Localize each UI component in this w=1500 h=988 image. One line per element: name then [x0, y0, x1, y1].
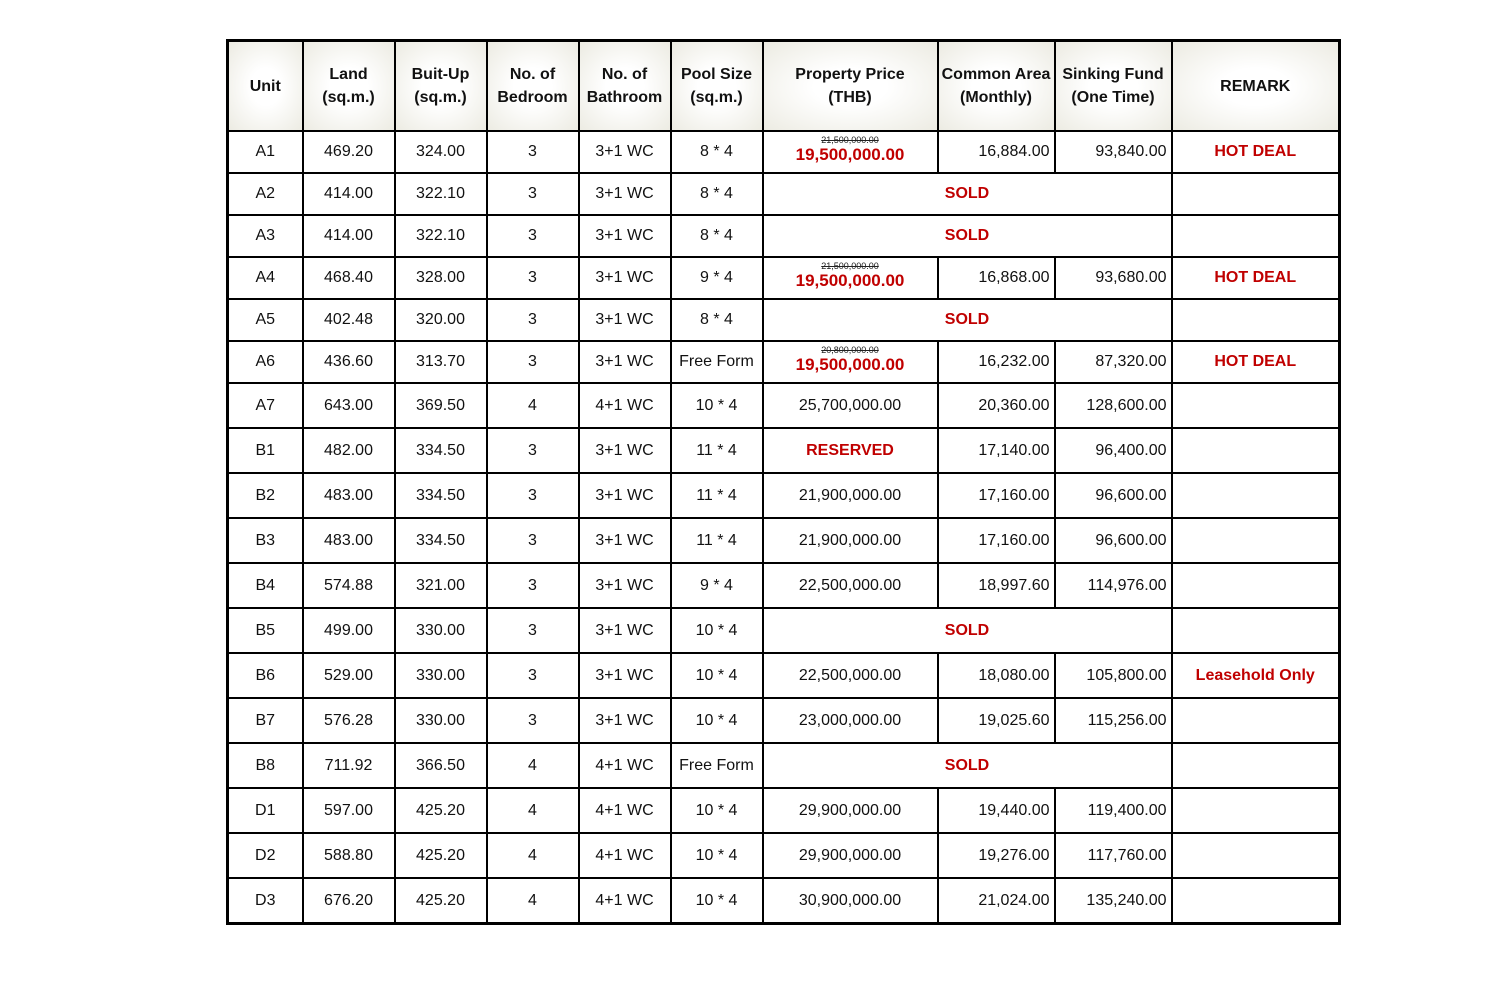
cell-property-price: 23,000,000.00	[763, 698, 938, 743]
cell-unit: B1	[228, 428, 303, 473]
cell-remark	[1172, 698, 1340, 743]
cell-sinking-fund: 128,600.00	[1055, 383, 1172, 428]
cell-bathroom: 4+1 WC	[579, 833, 671, 878]
cell-bathroom: 4+1 WC	[579, 788, 671, 833]
cell-built-up: 322.10	[395, 215, 487, 257]
cell-property-price: 21,900,000.00	[763, 518, 938, 563]
cell-remark: HOT DEAL	[1172, 257, 1340, 299]
cell-property-price: 30,900,000.00	[763, 878, 938, 924]
cell-sinking-fund: 114,976.00	[1055, 563, 1172, 608]
cell-bedroom: 3	[487, 299, 579, 341]
header-unit: Unit	[228, 41, 303, 132]
cell-bedroom: 4	[487, 383, 579, 428]
table-row	[228, 698, 1340, 743]
cell-common-area: 21,024.00	[938, 878, 1055, 924]
cell-unit: A4	[228, 257, 303, 299]
cell-pool-size: 10 * 4	[671, 878, 763, 924]
cell-bathroom: 4+1 WC	[579, 383, 671, 428]
old-price: 20,800,000.00	[821, 345, 879, 355]
cell-bathroom: 3+1 WC	[579, 215, 671, 257]
cell-sold-status: SOLD	[763, 215, 1172, 257]
cell-bedroom: 4	[487, 743, 579, 788]
cell-bathroom: 3+1 WC	[579, 173, 671, 215]
table-row	[228, 257, 1340, 299]
cell-built-up: 330.00	[395, 653, 487, 698]
header-row	[228, 41, 1340, 132]
cell-pool-size: 8 * 4	[671, 299, 763, 341]
cell-property-price	[763, 341, 938, 383]
header-land: Land (sq.m.)	[303, 41, 395, 132]
cell-pool-size: 11 * 4	[671, 473, 763, 518]
cell-pool-size: 11 * 4	[671, 428, 763, 473]
cell-unit: D2	[228, 833, 303, 878]
cell-bathroom: 3+1 WC	[579, 428, 671, 473]
discounted-price: 19,500,000.00	[795, 145, 905, 164]
cell-property-price	[763, 131, 938, 173]
cell-bedroom: 3	[487, 428, 579, 473]
cell-bedroom: 4	[487, 878, 579, 924]
cell-bedroom: 3	[487, 473, 579, 518]
cell-property-price: 22,500,000.00	[763, 653, 938, 698]
cell-unit: D3	[228, 878, 303, 924]
cell-property-price	[763, 257, 938, 299]
header-bathroom: No. of Bathroom	[579, 41, 671, 132]
cell-bedroom: 3	[487, 131, 579, 173]
cell-built-up: 313.70	[395, 341, 487, 383]
header-sinking-fund: Sinking Fund (One Time)	[1055, 41, 1172, 132]
table-row	[228, 383, 1340, 428]
cell-sinking-fund: 115,256.00	[1055, 698, 1172, 743]
cell-land: 597.00	[303, 788, 395, 833]
cell-built-up: 320.00	[395, 299, 487, 341]
cell-common-area: 19,440.00	[938, 788, 1055, 833]
cell-unit: B2	[228, 473, 303, 518]
cell-remark	[1172, 833, 1340, 878]
cell-common-area: 17,140.00	[938, 428, 1055, 473]
table-row	[228, 833, 1340, 878]
cell-common-area: 16,232.00	[938, 341, 1055, 383]
cell-remark	[1172, 518, 1340, 563]
cell-property-price: 25,700,000.00	[763, 383, 938, 428]
cell-sinking-fund: 87,320.00	[1055, 341, 1172, 383]
property-price-table	[226, 39, 1341, 925]
cell-bathroom: 3+1 WC	[579, 341, 671, 383]
table-row	[228, 341, 1340, 383]
cell-land: 676.20	[303, 878, 395, 924]
table-row	[228, 878, 1340, 924]
cell-bathroom: 4+1 WC	[579, 878, 671, 924]
cell-unit: A3	[228, 215, 303, 257]
cell-bathroom: 3+1 WC	[579, 257, 671, 299]
cell-bathroom: 3+1 WC	[579, 608, 671, 653]
cell-pool-size: 9 * 4	[671, 257, 763, 299]
cell-pool-size: 10 * 4	[671, 608, 763, 653]
cell-bedroom: 3	[487, 518, 579, 563]
cell-built-up: 425.20	[395, 788, 487, 833]
cell-bedroom: 4	[487, 788, 579, 833]
cell-unit: B8	[228, 743, 303, 788]
cell-remark	[1172, 878, 1340, 924]
cell-unit: B7	[228, 698, 303, 743]
cell-unit: A6	[228, 341, 303, 383]
table-row	[228, 131, 1340, 173]
cell-land: 468.40	[303, 257, 395, 299]
cell-remark	[1172, 563, 1340, 608]
cell-land: 588.80	[303, 833, 395, 878]
cell-bedroom: 4	[487, 833, 579, 878]
cell-common-area: 17,160.00	[938, 473, 1055, 518]
table-body	[228, 131, 1340, 924]
table-row	[228, 743, 1340, 788]
cell-built-up: 425.20	[395, 878, 487, 924]
cell-sinking-fund: 135,240.00	[1055, 878, 1172, 924]
cell-unit: B3	[228, 518, 303, 563]
cell-unit: B6	[228, 653, 303, 698]
old-price: 21,500,000.00	[821, 135, 879, 145]
cell-built-up: 330.00	[395, 608, 487, 653]
cell-built-up: 334.50	[395, 473, 487, 518]
old-price: 21,500,000.00	[821, 261, 879, 271]
cell-remark	[1172, 428, 1340, 473]
table-row	[228, 518, 1340, 563]
cell-common-area: 18,080.00	[938, 653, 1055, 698]
cell-property-price-status: RESERVED	[763, 428, 938, 473]
cell-common-area: 17,160.00	[938, 518, 1055, 563]
cell-sinking-fund: 93,680.00	[1055, 257, 1172, 299]
cell-common-area: 18,997.60	[938, 563, 1055, 608]
cell-remark	[1172, 788, 1340, 833]
header-common-area: Common Area (Monthly)	[938, 41, 1055, 132]
cell-bedroom: 3	[487, 698, 579, 743]
cell-sinking-fund: 96,600.00	[1055, 518, 1172, 563]
cell-property-price: 29,900,000.00	[763, 833, 938, 878]
header-remark: REMARK	[1172, 41, 1340, 132]
cell-remark	[1172, 473, 1340, 518]
cell-property-price: 29,900,000.00	[763, 788, 938, 833]
cell-built-up: 425.20	[395, 833, 487, 878]
cell-bathroom: 3+1 WC	[579, 299, 671, 341]
cell-built-up: 328.00	[395, 257, 487, 299]
cell-unit: A5	[228, 299, 303, 341]
table-row	[228, 299, 1340, 341]
cell-unit: A1	[228, 131, 303, 173]
cell-land: 576.28	[303, 698, 395, 743]
cell-common-area: 19,025.60	[938, 698, 1055, 743]
cell-common-area: 16,868.00	[938, 257, 1055, 299]
cell-sold-status: SOLD	[763, 608, 1172, 653]
cell-common-area: 16,884.00	[938, 131, 1055, 173]
cell-bedroom: 3	[487, 653, 579, 698]
discounted-price: 19,500,000.00	[795, 355, 905, 374]
cell-pool-size: 10 * 4	[671, 383, 763, 428]
header-property-price: Property Price (THB)	[763, 41, 938, 132]
cell-bedroom: 3	[487, 341, 579, 383]
cell-common-area: 20,360.00	[938, 383, 1055, 428]
cell-built-up: 321.00	[395, 563, 487, 608]
cell-sinking-fund: 93,840.00	[1055, 131, 1172, 173]
cell-sinking-fund: 117,760.00	[1055, 833, 1172, 878]
cell-unit: B4	[228, 563, 303, 608]
cell-pool-size: 9 * 4	[671, 563, 763, 608]
cell-pool-size: 8 * 4	[671, 131, 763, 173]
cell-bedroom: 3	[487, 173, 579, 215]
cell-unit: D1	[228, 788, 303, 833]
cell-sold-status: SOLD	[763, 299, 1172, 341]
cell-sold-status: SOLD	[763, 173, 1172, 215]
cell-built-up: 322.10	[395, 173, 487, 215]
cell-bedroom: 3	[487, 608, 579, 653]
cell-common-area: 19,276.00	[938, 833, 1055, 878]
cell-pool-size: 8 * 4	[671, 173, 763, 215]
table-row	[228, 653, 1340, 698]
cell-built-up: 369.50	[395, 383, 487, 428]
cell-unit: A2	[228, 173, 303, 215]
cell-property-price: 22,500,000.00	[763, 563, 938, 608]
cell-bathroom: 3+1 WC	[579, 473, 671, 518]
cell-land: 574.88	[303, 563, 395, 608]
cell-land: 483.00	[303, 518, 395, 563]
cell-sold-status: SOLD	[763, 743, 1172, 788]
cell-remark	[1172, 173, 1340, 215]
cell-built-up: 366.50	[395, 743, 487, 788]
cell-land: 414.00	[303, 173, 395, 215]
header-bedroom: No. of Bedroom	[487, 41, 579, 132]
table-row	[228, 215, 1340, 257]
cell-land: 529.00	[303, 653, 395, 698]
cell-pool-size: Free Form	[671, 743, 763, 788]
cell-pool-size: Free Form	[671, 341, 763, 383]
table-row	[228, 608, 1340, 653]
discounted-price: 19,500,000.00	[795, 271, 905, 290]
cell-bathroom: 3+1 WC	[579, 563, 671, 608]
cell-sinking-fund: 119,400.00	[1055, 788, 1172, 833]
cell-bathroom: 3+1 WC	[579, 698, 671, 743]
cell-built-up: 334.50	[395, 428, 487, 473]
cell-remark	[1172, 215, 1340, 257]
cell-sinking-fund: 96,400.00	[1055, 428, 1172, 473]
cell-bedroom: 3	[487, 563, 579, 608]
cell-remark: HOT DEAL	[1172, 131, 1340, 173]
cell-unit: B5	[228, 608, 303, 653]
cell-land: 482.00	[303, 428, 395, 473]
cell-pool-size: 10 * 4	[671, 698, 763, 743]
cell-land: 402.48	[303, 299, 395, 341]
property-price-table-container	[226, 39, 1338, 925]
cell-property-price: 21,900,000.00	[763, 473, 938, 518]
cell-land: 483.00	[303, 473, 395, 518]
cell-pool-size: 10 * 4	[671, 653, 763, 698]
cell-bathroom: 4+1 WC	[579, 743, 671, 788]
cell-bathroom: 3+1 WC	[579, 518, 671, 563]
cell-remark	[1172, 299, 1340, 341]
table-row	[228, 173, 1340, 215]
cell-land: 643.00	[303, 383, 395, 428]
header-built-up: Buit-Up (sq.m.)	[395, 41, 487, 132]
cell-remark: Leasehold Only	[1172, 653, 1340, 698]
cell-land: 469.20	[303, 131, 395, 173]
cell-remark	[1172, 608, 1340, 653]
cell-bedroom: 3	[487, 257, 579, 299]
cell-built-up: 334.50	[395, 518, 487, 563]
cell-land: 711.92	[303, 743, 395, 788]
cell-unit: A7	[228, 383, 303, 428]
table-header	[228, 41, 1340, 132]
table-row	[228, 473, 1340, 518]
cell-bedroom: 3	[487, 215, 579, 257]
cell-pool-size: 10 * 4	[671, 833, 763, 878]
table-row	[228, 788, 1340, 833]
cell-remark	[1172, 383, 1340, 428]
cell-sinking-fund: 96,600.00	[1055, 473, 1172, 518]
cell-built-up: 330.00	[395, 698, 487, 743]
cell-pool-size: 10 * 4	[671, 788, 763, 833]
table-row	[228, 428, 1340, 473]
header-pool-size: Pool Size (sq.m.)	[671, 41, 763, 132]
cell-bathroom: 3+1 WC	[579, 131, 671, 173]
cell-pool-size: 11 * 4	[671, 518, 763, 563]
cell-built-up: 324.00	[395, 131, 487, 173]
cell-pool-size: 8 * 4	[671, 215, 763, 257]
cell-remark	[1172, 743, 1340, 788]
cell-remark: HOT DEAL	[1172, 341, 1340, 383]
cell-land: 436.60	[303, 341, 395, 383]
cell-bathroom: 3+1 WC	[579, 653, 671, 698]
cell-sinking-fund: 105,800.00	[1055, 653, 1172, 698]
cell-land: 499.00	[303, 608, 395, 653]
table-row	[228, 563, 1340, 608]
cell-land: 414.00	[303, 215, 395, 257]
